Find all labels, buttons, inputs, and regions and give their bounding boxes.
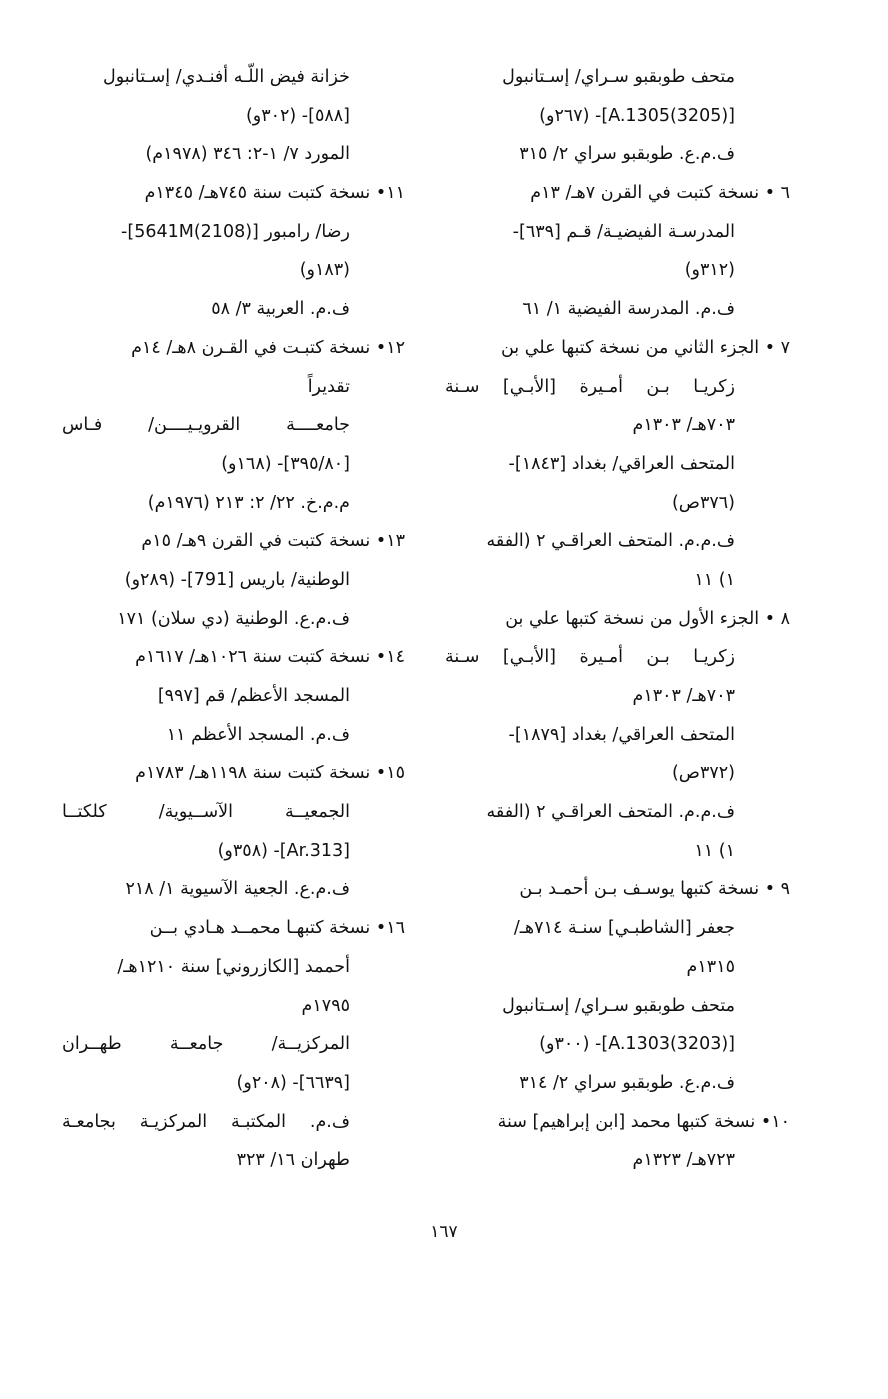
left-column-line: المركزيــة/ جامعــة طهــران [62, 1034, 350, 1055]
left-column-line: أحممد [الكازروني] سنة ١٢١٠هـ/ [117, 956, 350, 977]
right-column-line: زكريـا بـن أمـيرة [الأبـي] سـنة [445, 376, 735, 397]
right-column-line: متحف طوبقبو سـراي/ إسـتانبول [502, 67, 735, 87]
right-column-line: المدرسـة الفيضيـة/ قـم [٦٣٩]- [512, 221, 735, 242]
left-column-line: جامعــــة القرويـيــــن/ فـاس [62, 415, 350, 436]
right-column-line: زكريـا بـن أمـيرة [الأبـي] سـنة [445, 647, 735, 668]
right-column-line: ٦ • نسخة كتبت في القرن ٧هـ/ ١٣م [530, 183, 790, 204]
left-column-line: ١١• نسخة كتبت سنة ٧٤٥هـ/ ١٣٤٥م [144, 183, 405, 204]
left-column-line: ١٦• نسخة كتبهـا محمــد هـادي بــن [149, 918, 405, 939]
left-column [62, 58, 405, 1180]
right-column-line: (٣٧٦ص) [671, 492, 735, 513]
left-column-line: [٣٩٥/٨٠]- (١٦٨و) [221, 453, 350, 474]
right-column-line: جعفر [الشاطبـي] سنـة ٧١٤هـ/ [513, 918, 735, 939]
right-column-line: ٧٢٣هـ/ ١٣٢٣م [632, 1150, 735, 1171]
right-column-line: ٨ • الجزء الأول من نسخة كتبها علي بن [505, 608, 790, 629]
left-column-line: [٥٨٨]- (٣٠٢و) [245, 105, 350, 126]
right-column-line: ٧٠٣هـ/ ١٣٠٣م [632, 686, 735, 706]
right-column-line: ١٠• نسخة كتبها محمد [ابن إبراهيم] سنة [497, 1111, 790, 1132]
page-number: ١٦٧ [430, 1222, 458, 1242]
right-column-line: [(3203)A.1303]- (٣٠٠و) [539, 1034, 735, 1055]
left-column-line: ف.م. المسجد الأعظم ١١ [166, 724, 350, 745]
right-column-line: (٣٧٢ص) [671, 763, 735, 784]
right-column-line: ٧٠٣هـ/ ١٣٠٣م [632, 415, 735, 436]
right-column-line: ٧ • الجزء الثاني من نسخة كتبها علي بن [500, 337, 790, 358]
left-column-line: [٦٦٣٩]- (٢٠٨و) [236, 1072, 350, 1093]
right-column-line: [(3205)A.1305]- (٢٦٧و) [539, 105, 735, 126]
left-column-line: (١٨٣و) [299, 260, 350, 281]
left-column-line: ف.م.ع. الوطنية (دي سلان) ١٧١ [117, 608, 350, 629]
right-column-line: متحف طوبقبو سـراي/ إسـتانبول [502, 995, 735, 1016]
left-column-line: الجمعيــة الآســيوية/ كلكتــا [62, 802, 350, 823]
right-column-line: المتحف العراقي/ بغداد [١٨٧٩]- [508, 724, 735, 745]
left-column-line: الوطنية/ باريس [791]- (٢٨٩و) [124, 569, 350, 590]
right-column-line: ف.م.م. المتحف العراقـي ٢ (الفقه [486, 531, 735, 552]
left-column-line: المسجد الأعظم/ قم [٩٩٧] [157, 686, 350, 706]
left-column-line: ١٥• نسخة كتبت سنة ١١٩٨هـ/ ١٧٨٣م [135, 763, 405, 784]
left-column-line: ١٣• نسخة كتبت في القرن ٩هـ/ ١٥م [141, 531, 405, 552]
right-column-line: ف.م. المدرسة الفيضية ١/ ٦١ [522, 299, 735, 320]
right-column-line: ف.م.ع. طوبقبو سراي ٢/ ٣١٤ [519, 1072, 735, 1093]
left-column-line: م.م.خ. ٢٢/ ٢: ٢١٣ (١٩٧٦م) [147, 492, 350, 513]
left-column-line: ١٢• نسخة كتبـت في القـرن ٨هـ/ ١٤م [131, 337, 405, 358]
right-column-line: ف.م.ع. طوبقبو سراي ٢/ ٣١٥ [519, 144, 735, 165]
left-column-line: ١٧٩٥م [301, 995, 350, 1016]
right-column-line: (٣١٢و) [684, 260, 735, 281]
left-column-line: ف.م. المكتبـة المركزيـة بجامعـة [62, 1111, 350, 1132]
right-column-line: ٩ • نسخة كتبها يوسـف بـن أحمـد بـن [519, 879, 790, 900]
left-column-line: تقديراً [307, 376, 350, 397]
left-column-line: ف.م.ع. الجعية الآسيوية ١/ ٢١٨ [125, 879, 350, 900]
right-column-line: المتحف العراقي/ بغداد [١٨٤٣]- [508, 453, 735, 474]
left-column-line: خزانة فيض اللّـه أفنـدي/ إسـتانبول [102, 67, 350, 87]
left-column-line: ١٤• نسخة كتبت سنة ١٠٢٦هـ/ ١٦١٧م [135, 647, 405, 668]
right-column-line: ف.م.م. المتحف العراقـي ٢ (الفقه [486, 802, 735, 823]
left-column-line: المورد ٧/ ١-٢: ٣٤٦ (١٩٧٨م) [145, 144, 350, 165]
left-column-line: رضا/ رامبور [(2108)5641M]- [121, 221, 350, 242]
right-column-line: ١) ١١ [694, 840, 735, 861]
right-column-line: ١) ١١ [694, 569, 735, 590]
left-column-line: ف.م. العربية ٣/ ٥٨ [211, 299, 350, 320]
left-column-line: [Ar.313]- (٣٥٨و) [217, 840, 350, 861]
left-column-line: طهران ١٦/ ٣٢٣ [236, 1150, 350, 1171]
right-column-line: ١٣١٥م [686, 956, 735, 977]
right-column [445, 58, 790, 1180]
